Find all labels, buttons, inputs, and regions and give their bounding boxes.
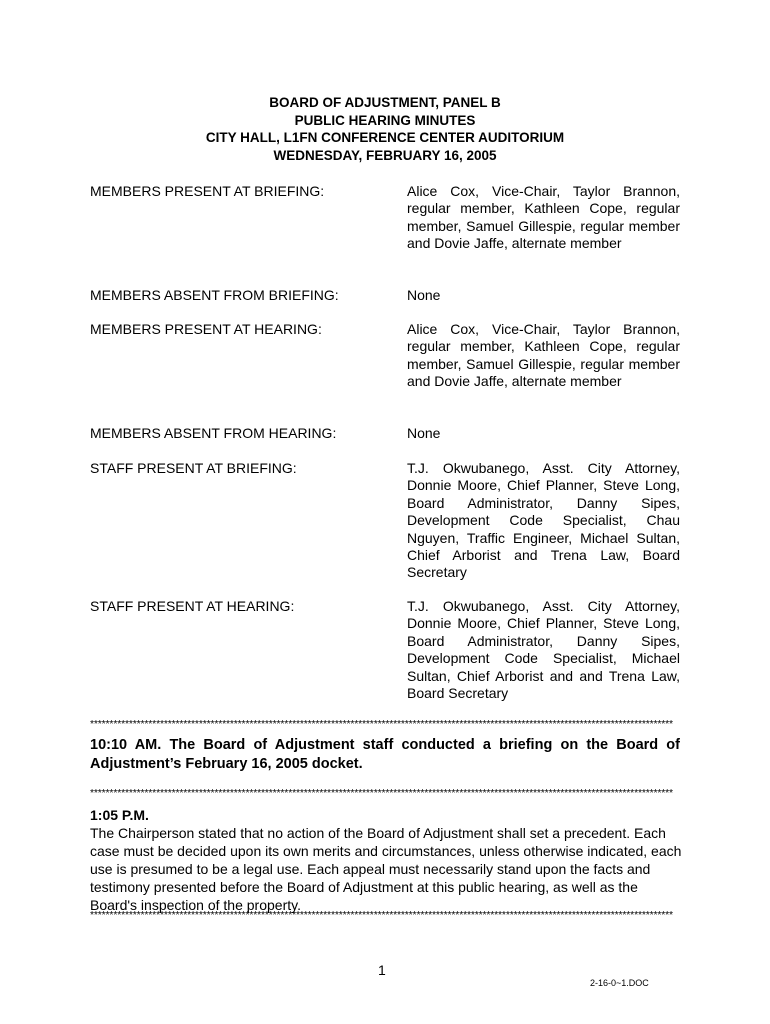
attendance-label: MEMBERS PRESENT AT BRIEFING: [90, 183, 325, 199]
session-time: 1:05 P.M. [90, 807, 149, 823]
session-opening [90, 806, 686, 914]
attendance-label: MEMBERS PRESENT AT HEARING: [90, 321, 322, 337]
title-line-board: BOARD OF ADJUSTMENT, PANEL B [269, 95, 501, 110]
attendance-value: None [407, 287, 441, 303]
document-title [90, 94, 680, 164]
document-code: 2-16-0~1.DOC [590, 978, 649, 988]
title-line-location: CITY HALL, L1FN CONFERENCE CENTER AUDITORIUM [205, 130, 565, 145]
separator-line: ****************************************************************************************************************************************************** [90, 787, 673, 799]
separator-line: ****************************************************************************************************************************************************** [90, 909, 673, 921]
title-line-minutes: PUBLIC HEARING MINUTES [294, 112, 476, 128]
separator-line: ****************************************************************************************************************************************************** [90, 718, 673, 730]
attendance-value: Alice Cox, Vice-Chair, Taylor Brannon, regular member, Kathleen Cope, regular member, Samuel Gillespie, regular member and Dovie Jaffe, alternate member [407, 321, 680, 390]
attendance-label: MEMBERS ABSENT FROM HEARING: [90, 425, 337, 441]
briefing-note: 10:10 AM. The Board of Adjustment staff conducted a briefing on the Board of Adjustment’s February 16, 2005 docket. [90, 737, 680, 772]
session-statement: The Chairperson stated that no action of the Board of Adjustment shall set a precedent. Each case must be decided upon its own merits and circumstances, unless otherwise indicated, each use is presumed to be a legal use. Each appeal must necessarily stand upon the facts and testimony presented before the Board of Adjustment at this public hearing, as well as the Board's inspection of the property. [90, 825, 682, 913]
attendance-value: T.J. Okwubanego, Asst. City Attorney, Donnie Moore, Chief Planner, Steve Long, Board Administrator, Danny Sipes, Development Code Specialist, Michael Sultan, Chief Arborist and and Trena Law, Board Secretary [407, 598, 680, 702]
title-line-date: WEDNESDAY, FEBRUARY 16, 2005 [273, 147, 497, 163]
attendance-value: Alice Cox, Vice-Chair, Taylor Brannon, regular member, Kathleen Cope, regular member, Samuel Gillespie, regular member and Dovie Jaffe, alternate member [407, 183, 680, 252]
attendance-value: None [407, 425, 441, 441]
attendance-label: STAFF PRESENT AT BRIEFING: [90, 460, 297, 476]
page-number: 1 [378, 962, 386, 978]
attendance-label: STAFF PRESENT AT HEARING: [90, 598, 295, 614]
attendance-value: T.J. Okwubanego, Asst. City Attorney, Donnie Moore, Chief Planner, Steve Long, Board Administrator, Danny Sipes, Development Code Specialist, Chau Nguyen, Traffic Engineer, Michael Sultan, Chief Arborist and Trena Law, Board Secretary [407, 460, 680, 581]
attendance-label: MEMBERS ABSENT FROM BRIEFING: [90, 287, 339, 303]
